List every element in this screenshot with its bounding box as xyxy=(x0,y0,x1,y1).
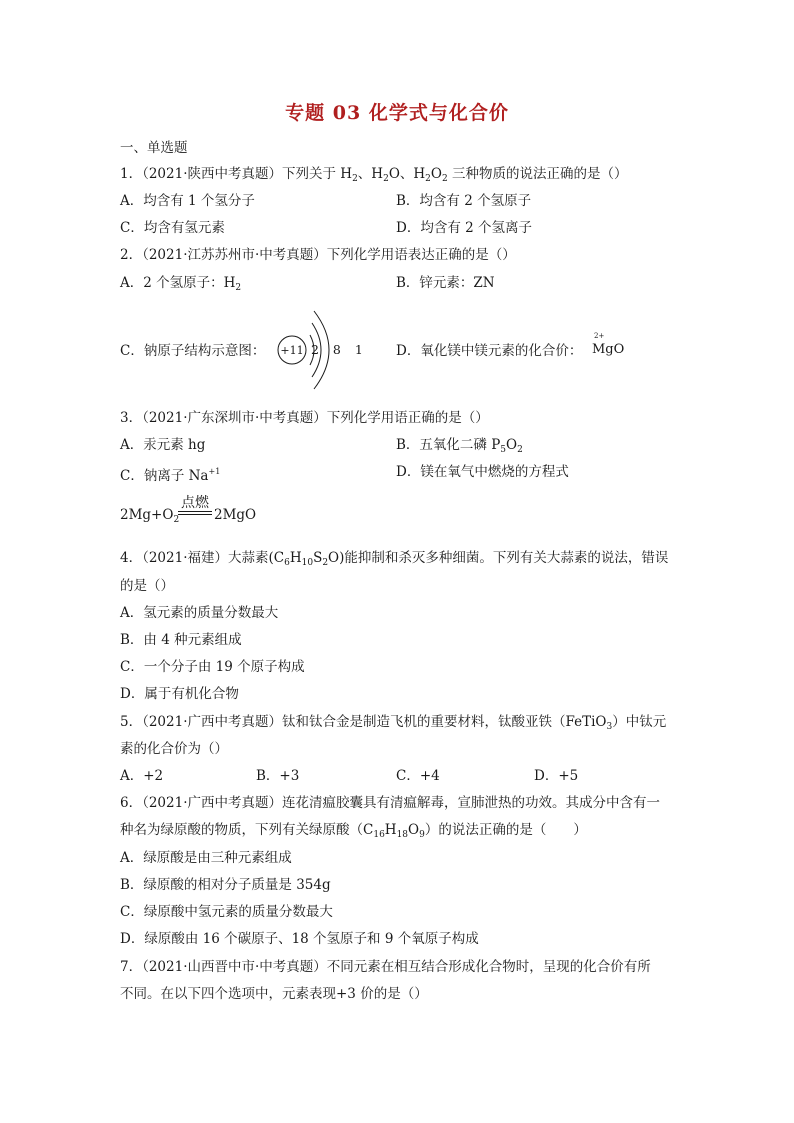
question-4-option-b: B．由 4 种元素组成 xyxy=(120,632,242,648)
equation-products: 2MgO xyxy=(214,507,257,523)
question-5-option-c: C．+4 xyxy=(396,768,440,784)
question-3-option-a: A．汞元素 hg xyxy=(120,437,206,453)
question-5-stem-line2: 素的化合价为（） xyxy=(120,741,228,757)
question-7-stem-line2: 不同。在以下四个选项中，元素表现+3 价的是（） xyxy=(120,986,428,1002)
question-4-stem-line2: 的是（） xyxy=(120,578,174,594)
question-2-option-d: D．氧化镁中镁元素的化合价： xyxy=(396,343,583,359)
question-3-option-b: B．五氧化二磷 $P_5O_2$ xyxy=(396,437,523,455)
question-1-option-b: B．均含有 2 个氢原子 xyxy=(396,193,532,209)
question-5-option-a: A．+2 xyxy=(120,768,164,784)
question-3-option-d: D．镁在氧气中燃烧的方程式 xyxy=(396,464,569,480)
combustion-equation xyxy=(120,490,280,530)
question-6-option-a: A．绿原酸是由三种元素组成 xyxy=(120,850,292,866)
question-3-option-c: C．钠离子 $Na^{+1}$ xyxy=(120,467,221,484)
question-6-option-b: B．绿原酸的相对分子质量是 354g xyxy=(120,877,331,893)
question-1-stem: 1．（2021·陕西中考真题）下列关于 $H_2$、$H_2O$、$H_2O_2$ 三种物质的说法正确的是（） xyxy=(120,166,628,184)
equation-bar-top xyxy=(178,511,212,512)
question-3-stem: 3．（2021·广东深圳市·中考真题）下列化学用语正确的是（） xyxy=(120,410,489,426)
question-2-option-c: C．钠原子结构示意图： xyxy=(120,343,266,359)
page-title: 专题 03 化学式与化合价 xyxy=(285,102,509,124)
question-4-option-a: A．氢元素的质量分数最大 xyxy=(120,605,279,621)
question-5-option-d: D．+5 xyxy=(534,768,579,784)
question-4-option-c: C．一个分子由 19 个原子构成 xyxy=(120,659,305,675)
mgo-valence-notation: 2+ MgO xyxy=(592,332,625,357)
question-4-stem: 4．（2021·福建）大蒜素$(C_6H_{10}S_2O)$能抑制和杀灭多种细菌。下列有关大蒜素的说法，错误 xyxy=(120,550,669,568)
equation-condition: 点燃 xyxy=(181,495,209,511)
mg-charge: 2+ xyxy=(594,332,605,340)
question-6-stem-line2: 种名为绿原酸的物质，下列有关绿原酸$(C_{16}H_{18}O_9)$的说法正确的是（ ） xyxy=(120,822,587,840)
equation-reactants: $2Mg+O_2$ xyxy=(120,507,180,525)
question-6-option-d: D．绿原酸由 16 个碳原子、18 个氢原子和 9 个氧原子构成 xyxy=(120,931,479,947)
question-5-stem: 5．（2021·广西中考真题）钛和钛合金是制造飞机的重要材料，钛酸亚铁（FeTiO$_3$）中钛元 xyxy=(120,714,667,732)
question-6-option-c: C．绿原酸中氢元素的质量分数最大 xyxy=(120,904,333,920)
question-2-option-a: A．2 个氢原子：$H_2$ xyxy=(120,275,242,293)
question-6-stem: 6．（2021·广西中考真题）连花清瘟胶囊具有清瘟解毒，宣肺泄热的功效。其成分中含有一 xyxy=(120,795,660,811)
question-1-option-c: C．均含有氢元素 xyxy=(120,220,225,236)
electron-shell-counts: 2 8 1 xyxy=(311,342,368,357)
question-5-option-b: B．+3 xyxy=(256,768,300,784)
question-1-option-a: A．均含有 1 个氢分子 xyxy=(120,193,255,209)
question-1-option-d: D．均含有 2 个氢离子 xyxy=(396,220,532,236)
nucleus-charge: +11 xyxy=(280,344,304,357)
question-7-stem: 7．（2021·山西晋中市·中考真题）不同元素在相互结合形成化合物时，呈现的化合价有所 xyxy=(120,959,651,975)
question-2-option-b: B．锌元素：ZN xyxy=(396,275,495,291)
section-heading: 一、单选题 xyxy=(120,140,188,156)
equation-bar-bottom xyxy=(178,514,212,515)
question-2-stem: 2．（2021·江苏苏州市·中考真题）下列化学用语表达正确的是（） xyxy=(120,247,516,263)
question-4-option-d: D．属于有机化合物 xyxy=(120,686,239,702)
